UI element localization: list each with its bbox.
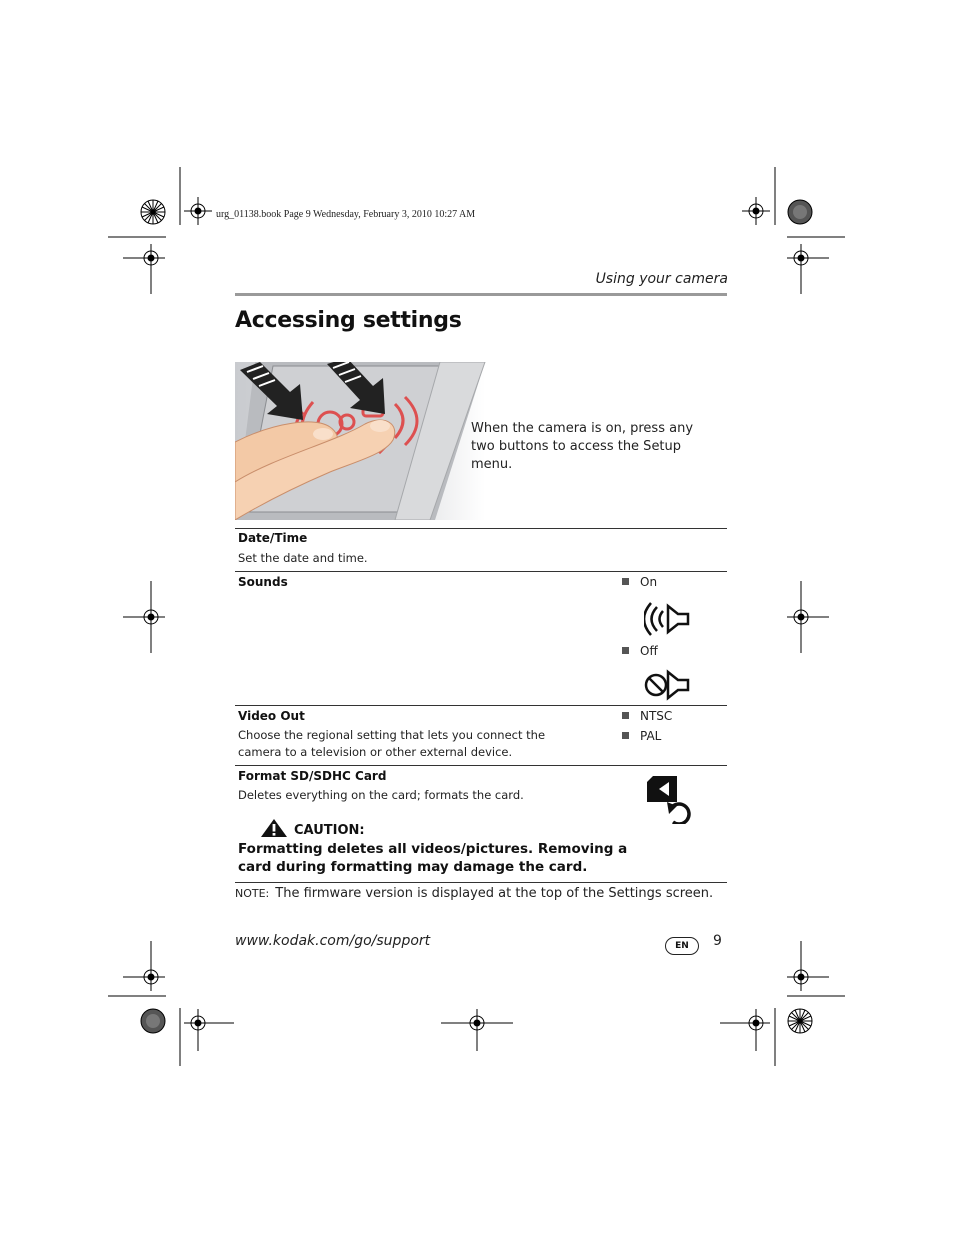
- sounds-option-off: [622, 644, 658, 658]
- video-out-description: Choose the regional setting that lets you connect the camera to a television or other external device.: [238, 728, 546, 759]
- sound-off-icon: [644, 668, 692, 702]
- page-title: Accessing settings: [235, 308, 462, 333]
- language-badge: EN: [665, 937, 699, 955]
- format-card-title: Format SD/SDHC Card: [238, 769, 387, 783]
- caution-heading: [260, 818, 365, 838]
- table-rule: [235, 765, 727, 766]
- page-number: 9: [713, 933, 722, 949]
- option-label: On: [640, 575, 658, 589]
- note-text: The firmware version is displayed at the top of the Settings screen.: [275, 886, 714, 901]
- note: [235, 886, 713, 901]
- table-rule: [235, 882, 727, 883]
- support-link[interactable]: www.kodak.com/go/support: [235, 933, 431, 949]
- table-rule: [235, 571, 727, 572]
- print-metadata: urg_01138.book Page 9 Wednesday, February 3, 2010 10:27 AM: [216, 209, 476, 220]
- table-rule: [235, 528, 727, 529]
- sounds-title: Sounds: [238, 575, 288, 589]
- date-time-description: Set the date and time.: [238, 551, 368, 565]
- video-option-pal: [622, 729, 661, 743]
- bullet-square: [622, 712, 629, 719]
- caution-label: CAUTION:: [294, 823, 365, 838]
- option-label: PAL: [640, 729, 662, 743]
- format-card-description: Deletes everything on the card; formats the card.: [238, 788, 524, 802]
- date-time-title: Date/Time: [238, 531, 308, 545]
- intro-text: When the camera is on, press any two buttons to access the Setup menu.: [471, 421, 694, 472]
- sound-on-icon: [644, 602, 692, 636]
- table-rule: [235, 705, 727, 706]
- option-label: Off: [640, 644, 658, 658]
- format-card-icon: [645, 776, 693, 824]
- sounds-option-on: [622, 575, 657, 589]
- bullet-square: [622, 578, 629, 585]
- warning-icon: [260, 818, 288, 838]
- video-option-ntsc: [622, 709, 672, 723]
- option-label: NTSC: [640, 709, 673, 723]
- note-label: NOTE:: [235, 887, 270, 900]
- caution-text: Formatting deletes all videos/pictures. Removing a card during formatting may damage the card.: [238, 841, 628, 875]
- bullet-square: [622, 647, 629, 654]
- running-head: Using your camera: [595, 271, 728, 287]
- video-out-title: Video Out: [238, 709, 305, 723]
- bullet-square: [622, 732, 629, 739]
- header-rule: [235, 293, 727, 296]
